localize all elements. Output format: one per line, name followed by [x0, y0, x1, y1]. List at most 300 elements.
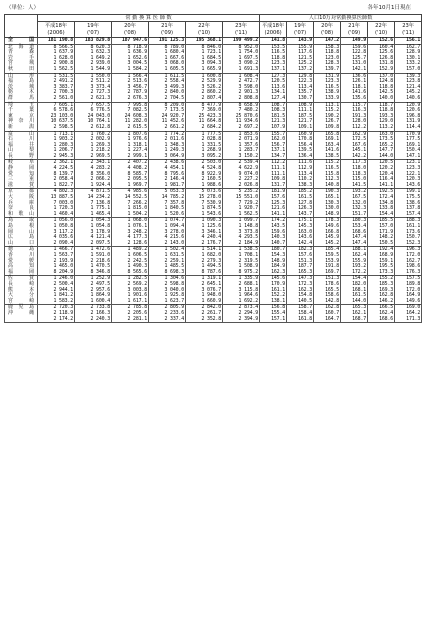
physician-count-cell: 6 776.5 [75, 108, 112, 114]
physician-rate-cell: 151.3 [314, 276, 341, 282]
physician-rate-cell: 109.1 [287, 125, 314, 131]
physician-rate-cell: 112.9 [287, 166, 314, 172]
physician-rate-cell: 147.2 [314, 38, 341, 45]
physician-rate-cell: 138.6 [395, 201, 422, 207]
physician-count-cell: 9 074.0 [223, 172, 260, 178]
physician-rate-cell: 156.7 [260, 143, 287, 149]
physician-rate-cell: 159.6 [341, 44, 368, 50]
physician-count-cell: 2 166.3 [75, 311, 112, 317]
physician-rate-cell: 141.6 [341, 90, 368, 96]
physician-rate-cell: 140.5 [287, 299, 314, 305]
physician-count-cell: 8 975.2 [223, 270, 260, 276]
physician-count-cell: 1 227.4 [112, 148, 149, 154]
physician-rate-cell: 141.1 [260, 212, 287, 218]
physician-count-cell: 4 224.5 [38, 166, 75, 172]
physician-rate-cell: 130.7 [287, 96, 314, 102]
physician-rate-cell: 143.5 [260, 224, 287, 230]
physician-count-cell: 2 697.2 [223, 125, 260, 131]
physician-rate-cell: 137.8 [395, 206, 422, 212]
physician-rate-cell: 118.8 [368, 108, 395, 114]
header-year-western: ('10) [375, 29, 388, 36]
physician-count-cell: 1 901.6 [112, 293, 149, 299]
physician-count-cell: 2 491.2 [38, 79, 75, 85]
physician-count-cell: 1 531.5 [38, 73, 75, 79]
physician-rate-cell: 144.0 [368, 154, 395, 160]
physician-count-cell: 1 485.5 [149, 264, 186, 270]
physician-rate-cell: 163.0 [368, 131, 395, 137]
physician-rate-cell: 162.4 [368, 311, 395, 317]
physician-count-cell: 1 608.4 [223, 73, 260, 79]
physician-count-cell: 1 246.0 [38, 276, 75, 282]
physician-count-cell: 1 331.5 [186, 143, 223, 149]
physician-rate-cell: 172.2 [341, 270, 368, 276]
physician-rate-cell: 137.0 [368, 73, 395, 79]
physician-rate-cell: 123.1 [395, 160, 422, 166]
physician-rate-cell: 117.6 [287, 50, 314, 56]
physician-rate-cell: 127.8 [287, 201, 314, 207]
physician-count-cell: 2 727.3 [75, 90, 112, 96]
physician-rate-cell: 125.6 [368, 50, 395, 56]
physician-rate-cell: 137.1 [260, 148, 287, 154]
physician-rate-cell: 120.5 [260, 79, 287, 85]
physician-rate-cell: 161.5 [341, 293, 368, 299]
physician-count-cell: 2 511.2 [75, 79, 112, 85]
prefecture-name: 大分 [5, 293, 38, 299]
physician-count-cell: 1 318.1 [112, 143, 149, 149]
physician-count-cell: 1 760.2 [75, 131, 112, 137]
physician-rate-cell: 126.3 [287, 206, 314, 212]
physician-rate-cell: 169.0 [395, 305, 422, 311]
physician-count-cell: 1 600.4 [75, 299, 112, 305]
physician-rate-cell: 190.3 [314, 189, 341, 195]
physician-count-cell: 2 720.3 [38, 305, 75, 311]
physician-count-cell: 1 050.8 [38, 224, 75, 230]
physician-table [4, 14, 422, 323]
physician-count-cell: 2 058.4 [38, 177, 75, 183]
physician-rate-cell: 150.4 [395, 148, 422, 154]
physician-count-cell: 3 346.1 [186, 230, 223, 236]
physician-rate-cell: 116.5 [314, 85, 341, 91]
physician-rate-cell: 153.5 [260, 44, 287, 50]
physician-count-cell: 1 637.9 [38, 50, 75, 56]
prefecture-name: 新潟 [5, 125, 38, 131]
physician-count-cell: 1 074.7 [149, 218, 186, 224]
physician-rate-cell: 162.7 [395, 44, 422, 50]
physician-rate-cell: 142.1 [341, 67, 368, 73]
physician-rate-cell: 164.7 [314, 317, 341, 323]
physician-rate-cell: 149.6 [314, 224, 341, 230]
header-count-year [223, 22, 260, 38]
physician-rate-cell: 165.8 [314, 131, 341, 137]
header-count-year [112, 22, 149, 38]
prefecture-name: 岐阜 [5, 160, 38, 166]
physician-rate-cell: 185.4 [314, 247, 341, 253]
physician-count-cell: 7 657.5 [75, 102, 112, 108]
physician-rate-cell: 133.8 [368, 206, 395, 212]
header-year-label: 20年 [124, 23, 136, 29]
physician-rate-cell: 125.3 [260, 201, 287, 207]
physician-count-cell: 8 658.9 [223, 102, 260, 108]
physician-rate-cell: 128.0 [341, 119, 368, 125]
physician-count-cell: 1 472.6 [75, 247, 112, 253]
physician-rate-cell: 141.6 [314, 148, 341, 154]
physician-rate-cell: 128.3 [314, 61, 341, 67]
physician-rate-cell: 151.3 [287, 259, 314, 265]
physician-count-cell: 4 283.2 [75, 166, 112, 172]
physician-rate-cell: 159.6 [260, 230, 287, 236]
physician-count-cell: 2 362.1 [38, 160, 75, 166]
prefecture-name: 鹿児島 [5, 305, 38, 311]
physician-rate-cell: 123.3 [260, 61, 287, 67]
physician-count-cell: 2 615.5 [112, 125, 149, 131]
physician-rate-cell: 184.9 [260, 264, 287, 270]
header-year-label: 23年 [235, 23, 247, 29]
physician-count-cell: 7 136.8 [75, 201, 112, 207]
physician-count-cell: 8 209.0 [149, 102, 186, 108]
physician-rate-cell: 153.9 [314, 259, 341, 265]
physician-count-cell: 4 871.5 [75, 189, 112, 195]
physician-rate-cell: 125.7 [341, 56, 368, 62]
physician-count-cell: 1 680.4 [149, 50, 186, 56]
physician-count-cell: 2 860.2 [186, 90, 223, 96]
physician-rate-cell: 116.4 [368, 177, 395, 183]
physician-rate-cell: 143.9 [287, 38, 314, 45]
physician-rate-cell: 170.8 [287, 137, 314, 143]
prefecture-name: 京都 [5, 189, 38, 195]
physician-count-cell: 2 805.9 [149, 305, 186, 311]
physician-count-cell: 1 682.0 [186, 253, 223, 259]
physician-rate-cell: 157.6 [287, 253, 314, 259]
physician-rate-cell: 122.3 [287, 79, 314, 85]
physician-count-cell: 1 754.0 [223, 50, 260, 56]
physician-rate-cell: 187.7 [287, 264, 314, 270]
physician-count-cell: 8 846.0 [186, 44, 223, 50]
physician-rate-cell: 141.5 [341, 183, 368, 189]
physician-rate-cell: 182.3 [287, 247, 314, 253]
physician-count-cell: 8 787.6 [186, 270, 223, 276]
physician-rate-cell: 192.5 [368, 189, 395, 195]
physician-rate-cell: 169.7 [314, 270, 341, 276]
physician-rate-cell: 141.8 [260, 38, 287, 45]
physician-count-cell: 8 565.6 [112, 270, 149, 276]
physician-count-cell: 1 514.1 [186, 247, 223, 253]
physician-rate-cell: 130.0 [314, 206, 341, 212]
physician-rate-cell: 172.0 [395, 253, 422, 259]
physician-rate-cell: 161.1 [260, 288, 287, 294]
physician-rate-cell: 120.3 [395, 177, 422, 183]
physician-rate-cell: 162.7 [395, 259, 422, 265]
physician-count-cell: 8 356.0 [75, 172, 112, 178]
physician-count-cell: 2 939.0 [75, 61, 112, 67]
physician-count-cell: 1 628.0 [38, 56, 75, 62]
physician-count-cell: 3 456.7 [112, 85, 149, 91]
physician-rate-cell: 121.4 [395, 85, 422, 91]
physician-rate-cell: 123.0 [314, 56, 341, 62]
physician-rate-cell: 129.0 [368, 119, 395, 125]
physician-count-cell: 8 698.3 [149, 270, 186, 276]
physician-rate-cell: 135.7 [287, 90, 314, 96]
prefecture-name: 和歌山 [5, 212, 38, 218]
physician-count-cell: 2 645.1 [186, 282, 223, 288]
physician-rate-cell: 136.6 [341, 73, 368, 79]
physician-count-cell: 1 252.9 [75, 276, 112, 282]
physician-rate-cell: 145.3 [287, 224, 314, 230]
physician-count-cell: 2 240.3 [75, 317, 112, 323]
physician-count-cell: 8 620.3 [75, 44, 112, 50]
prefecture-name: 山形 [5, 73, 38, 79]
physician-rate-cell: 113.4 [287, 85, 314, 91]
physician-count-cell: 1 903.2 [38, 137, 75, 143]
physician-count-cell: 2 259.1 [149, 259, 186, 265]
physician-count-cell: 1 969.7 [112, 183, 149, 189]
physician-rate-cell: 167.6 [341, 143, 368, 149]
physician-rate-cell: 108.3 [260, 108, 287, 114]
physician-rate-cell: 166.8 [314, 230, 341, 236]
physician-rate-cell: 147.1 [395, 154, 422, 160]
physician-count-cell: 7 995.8 [112, 102, 149, 108]
physician-rate-cell: 168.7 [341, 317, 368, 323]
header-corner [5, 15, 38, 38]
physician-count-cell: 1 807.6 [112, 131, 149, 137]
physician-count-cell: 2 957.6 [75, 288, 112, 294]
physician-count-cell: 8 139.7 [38, 172, 75, 178]
prefecture-name: 福井 [5, 143, 38, 149]
physician-count-cell: 3 094.3 [186, 61, 223, 67]
physician-rate-cell: 111.1 [287, 108, 314, 114]
physician-count-cell: 3 383.7 [38, 85, 75, 91]
physician-count-cell: 2 090.4 [38, 241, 75, 247]
physician-count-cell: 2 279.3 [186, 259, 223, 265]
header-rate-year [341, 22, 368, 38]
prefecture-name: 愛媛 [5, 259, 38, 265]
physician-rate-cell: 118.8 [314, 50, 341, 56]
physician-rate-cell: 166.5 [368, 305, 395, 311]
physician-count-cell: 2 394.9 [223, 317, 260, 323]
physician-count-cell: 13 887.5 [38, 195, 75, 201]
physician-rate-cell: 165.3 [341, 305, 368, 311]
physician-count-cell: 1 489.2 [112, 247, 149, 253]
physician-rate-cell: 143.7 [287, 212, 314, 218]
physician-rate-cell: 115.2 [314, 160, 341, 166]
prefecture-name: 岡山 [5, 230, 38, 236]
physician-count-cell: 7 729.2 [223, 201, 260, 207]
physician-count-cell: 2 218.6 [75, 259, 112, 265]
physician-rate-cell: 140.3 [260, 235, 287, 241]
physician-count-cell: 199 499.2 [223, 38, 260, 45]
physician-rate-cell: 147.4 [341, 235, 368, 241]
prefecture-name: 山口 [5, 241, 38, 247]
physician-rate-cell: 156.8 [260, 305, 287, 311]
physician-rate-cell: 165.2 [368, 143, 395, 149]
header-count-year [149, 22, 186, 38]
physician-rate-cell: 155.9 [341, 259, 368, 265]
physician-rate-cell: 162.8 [368, 293, 395, 299]
physician-count-cell: 7 082.5 [112, 108, 149, 114]
physician-rate-cell: 144.0 [341, 299, 368, 305]
physician-count-cell: 1 600.8 [186, 73, 223, 79]
header-rate-year [260, 22, 287, 38]
physician-count-cell: 2 118.9 [38, 311, 75, 317]
physician-rate-cell: 164.9 [395, 293, 422, 299]
physician-rate-cell: 147.3 [287, 276, 314, 282]
physician-count-cell: 2 227.2 [223, 177, 260, 183]
physician-rate-cell: 145.1 [341, 148, 368, 154]
physician-count-cell: 4 177.3 [112, 235, 149, 241]
physician-count-cell: 1 125.6 [186, 224, 223, 230]
physician-rate-cell: 157.0 [395, 67, 422, 73]
physician-rate-cell: 188.1 [341, 247, 368, 253]
physician-count-cell: 1 611.5 [149, 73, 186, 79]
prefecture-name: 広島 [5, 235, 38, 241]
physician-rate-cell: 134.7 [260, 154, 287, 160]
physician-count-cell: 2 840.0 [149, 90, 186, 96]
prefecture-name: 鳥取 [5, 218, 38, 224]
physician-count-cell: 14 234.2 [75, 195, 112, 201]
physician-rate-cell: 141.1 [368, 183, 395, 189]
physician-count-cell: 2 026.8 [223, 183, 260, 189]
physician-rate-cell: 167.5 [341, 195, 368, 201]
physician-count-cell: 1 697.5 [223, 56, 260, 62]
prefecture-name: 長野 [5, 154, 38, 160]
physician-count-cell: 3 499.3 [149, 85, 186, 91]
prefecture-name: 栃木 [5, 90, 38, 96]
prefecture-name: 福島 [5, 79, 38, 85]
header-year-label: 23年 [402, 23, 414, 29]
physician-count-cell: 15 278.0 [186, 195, 223, 201]
physician-count-cell: 2 261.7 [186, 311, 223, 317]
physician-rate-cell: 123.8 [395, 79, 422, 85]
prefecture-name: 香川 [5, 253, 38, 259]
physician-rate-cell: 112.3 [314, 177, 341, 183]
physician-rate-cell: 169.3 [368, 288, 395, 294]
physician-count-cell: 1 667.6 [149, 56, 186, 62]
physician-rate-cell: 120.4 [368, 172, 395, 178]
physician-count-cell: 2 176.7 [186, 241, 223, 247]
physician-count-cell: 1 504.2 [112, 212, 149, 218]
physician-rate-cell: 111.1 [260, 172, 287, 178]
physician-rate-cell: 131.9 [395, 119, 422, 125]
physician-rate-cell: 118.7 [368, 102, 395, 108]
physician-rate-cell: 123.3 [314, 79, 341, 85]
prefecture-name: 島根 [5, 224, 38, 230]
physician-count-cell: 2 529.9 [186, 79, 223, 85]
physician-count-cell: 3 373.8 [223, 230, 260, 236]
physician-rate-cell: 130.3 [314, 201, 341, 207]
physician-rate-cell: 117.3 [341, 160, 368, 166]
physician-rate-cell: 165.3 [287, 270, 314, 276]
physician-rate-cell: 142.5 [368, 90, 395, 96]
physician-rate-cell: 196.3 [395, 247, 422, 253]
physician-rate-cell: 134.8 [368, 201, 395, 207]
physician-count-cell: 7 369.0 [186, 108, 223, 114]
physician-count-cell: 5 053.3 [149, 189, 186, 195]
physician-rate-cell: 122.1 [395, 172, 422, 178]
physician-count-cell: 1 720.3 [38, 206, 75, 212]
physician-count-cell: 2 704.5 [149, 96, 186, 102]
physician-count-cell: 4 802.3 [38, 189, 75, 195]
physician-rate-cell: 181.9 [260, 189, 287, 195]
physician-count-cell: 2 028.8 [186, 137, 223, 143]
physician-rate-cell: 112.2 [341, 125, 368, 131]
physician-count-cell: 1 691.3 [223, 67, 260, 73]
physician-count-cell: 1 094.4 [149, 224, 186, 230]
physician-count-cell: 3 004.5 [112, 61, 149, 67]
physician-rate-cell: 193.3 [368, 114, 395, 120]
physician-rate-cell: 156.4 [287, 143, 314, 149]
physician-rate-cell: 113.6 [260, 85, 287, 91]
physician-count-cell: 2 676.3 [112, 96, 149, 102]
physician-count-cell: 2 294.9 [223, 311, 260, 317]
physician-rate-cell: 140.7 [260, 241, 287, 247]
prefecture-name: 千葉 [5, 108, 38, 114]
physician-count-cell: 1 466.7 [38, 247, 75, 253]
prefecture-name: 熊本 [5, 288, 38, 294]
physician-rate-cell: 168.1 [341, 288, 368, 294]
physician-rate-cell: 170.9 [395, 131, 422, 137]
physician-count-cell: 3 068.0 [149, 61, 186, 67]
physician-count-cell: 7 003.0 [38, 201, 75, 207]
physician-count-cell: 8 952.0 [223, 44, 260, 50]
physician-rate-cell: 122.8 [341, 50, 368, 56]
physician-count-cell: 1 076.1 [112, 224, 149, 230]
physician-rate-cell: 172.4 [368, 195, 395, 201]
physician-rate-cell: 155.7 [260, 131, 287, 137]
physician-rate-cell: 180.3 [341, 218, 368, 224]
physician-rate-cell: 115.7 [341, 102, 368, 108]
physician-count-cell: 187 947.6 [112, 38, 149, 45]
physician-rate-cell: 157.5 [395, 276, 422, 282]
prefecture-name: 群馬 [5, 96, 38, 102]
physician-rate-cell: 174.2 [260, 218, 287, 224]
header-year-western: ('10) [197, 29, 211, 36]
physician-count-cell: 1 249.3 [149, 148, 186, 154]
physician-count-cell: 2 787.9 [112, 90, 149, 96]
physician-rate-cell: 155.9 [287, 44, 314, 50]
physician-count-cell: 2 900.8 [38, 61, 75, 67]
physician-rate-cell: 162.9 [341, 131, 368, 137]
physician-rate-cell: 145.6 [260, 276, 287, 282]
physician-rate-cell: 140.0 [368, 96, 395, 102]
physician-rate-cell: 131.7 [260, 183, 287, 189]
physician-count-cell: 7 173.5 [149, 108, 186, 114]
physician-count-cell: 4 622.9 [223, 166, 260, 172]
physician-count-cell: 2 598.5 [38, 125, 75, 131]
prefecture-name: 兵庫 [5, 201, 38, 207]
physician-count-cell: 4 240.4 [186, 235, 223, 241]
physician-rate-cell: 145.9 [314, 235, 341, 241]
physician-count-cell: 1 583.2 [38, 299, 75, 305]
header-year-label: 21年 [161, 23, 173, 29]
physician-count-cell: 1 684.5 [186, 56, 223, 62]
header-count-year [38, 22, 75, 38]
prefecture-name: 滋賀 [5, 183, 38, 189]
physician-count-cell: 2 071.9 [223, 137, 260, 143]
physician-count-cell: 1 269.3 [75, 143, 112, 149]
physician-count-cell: 7 530.9 [186, 201, 223, 207]
physician-rate-cell: 158.7 [287, 305, 314, 311]
physician-rate-cell: 171.9 [368, 230, 395, 236]
physician-count-cell: 2 621.3 [75, 96, 112, 102]
physician-count-cell: 1 584.2 [112, 67, 149, 73]
physician-rate-cell: 118.8 [260, 56, 287, 62]
prefecture-name: 高知 [5, 264, 38, 270]
physician-rate-cell: 140.8 [314, 183, 341, 189]
physician-rate-cell: 136.4 [287, 154, 314, 160]
physician-rate-cell: 158.4 [287, 311, 314, 317]
physician-count-cell: 4 121.4 [75, 235, 112, 241]
physician-count-cell: 2 661.2 [149, 125, 186, 131]
physician-count-cell: 2 128.6 [112, 241, 149, 247]
